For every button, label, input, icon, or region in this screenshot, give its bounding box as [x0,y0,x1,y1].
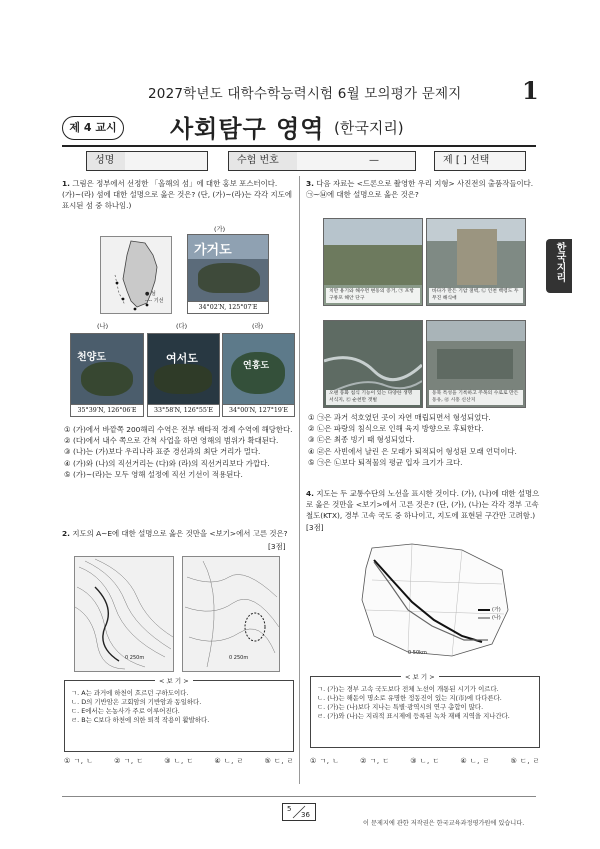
poster-na-title: 천양도 [77,352,106,363]
label-ra: (라) [252,322,264,330]
coord-da: 33°58′N, 126°55′E [148,404,219,416]
page-slash [283,804,315,820]
question-2 [62,528,294,539]
topo-contours-right [183,557,279,671]
page-counter [282,803,316,821]
page-number: 1 [522,76,539,105]
q2-topo-map-left [74,556,174,672]
q4-legend [492,606,501,622]
q3-choice-1[interactable]: ① ㉠은 과거 석호였던 곳이 자연 매립되면서 형성되었다. [308,413,491,422]
question-3 [306,178,540,200]
name-label: 성명 [87,152,125,170]
q2-topo-map-right [182,556,280,672]
question-2-points: [3점] [268,542,286,551]
q3-photo-4 [426,320,526,408]
subject-side-tab [546,239,572,293]
q2-answer-5[interactable]: ⑤ ㄷ, ㄹ [264,757,294,765]
q3-choices [308,412,542,468]
poster-ra-title: 연홍도 [243,361,270,371]
q1-choice-3[interactable]: ③ (나)는 (가)보다 우리나라 표준 경선과의 최단 거리가 멀다. [64,447,261,457]
question-4-points: [3점] [306,522,324,532]
coord-ra: 34°00′N, 127°19′E [223,404,294,416]
q3-choice-5[interactable]: ⑤ ㉠은 ㉡보다 퇴적물의 평균 입자 크기가 크다. [308,457,463,467]
q2-answer-2[interactable]: ② ㄱ, ㄷ [114,757,144,765]
q2-answer-3[interactable]: ③ ㄴ, ㄷ [164,757,194,765]
poster-ga [187,234,269,314]
q4-scale: 0 50km [408,650,427,656]
q3-caption-2: 바다가 만든 기암 절벽, ㉡ 인천 백령도 두무진 해식애 [429,288,523,303]
q4-answer-1[interactable]: ① ㄱ, ㄴ [310,757,340,765]
q3-caption-3: 오랜 풍화 침식 기능이 있는 다양한 생명 서식지, ㉢ 순천만 갯벌 [326,390,420,405]
poster-ga-title: 가거도 [194,243,232,258]
q2-bogi-title: < 보 기 > [155,676,193,685]
page-current: 5 [287,805,292,813]
q1-choices [64,424,294,480]
exam-number-field[interactable] [228,151,416,171]
q2-bogi-1: ㄱ. A는 과거에 하천이 흐르던 구하도이다. [71,689,189,697]
q3-photo-2 [426,218,526,306]
poster-da-title: 여서도 [166,352,198,365]
q4-bogi-4: ㄹ. (가)와 (나)는 지리적 표시제에 등록된 녹차 재배 지역을 지나간다. [317,712,510,720]
route-map-svg [352,540,512,660]
q2-bogi-list [71,689,289,725]
q1-choice-5[interactable]: ⑤ (가)~(라)는 모두 영해 설정에 직선 기선이 적용된다. [64,469,243,479]
q2-scale-right: 0 250m [229,655,249,661]
q4-answer-2[interactable]: ② ㄱ, ㄷ [360,757,390,765]
q4-bogi-title: < 보 기 > [401,672,439,681]
q3-caption-1: 치만 용기와 해수면 변동의 증거, ㉠ 포항 구룡포 해안 단구 [326,288,420,303]
exam-number-label: 수험 번호 [229,152,297,170]
q1-choice-2[interactable]: ② (다)에서 내수 쪽으로 간척 사업을 하면 영해의 범위가 확대된다. [64,436,279,446]
header-rule [62,145,536,147]
poster-ra [222,333,295,417]
question-2-text: 지도의 A~E에 대한 설명으로 옳은 것만을 <보기>에서 고른 것은? [72,529,288,538]
poster-da [147,333,220,417]
q2-bogi-3: ㄷ. E에서는 논농사가 주로 이루어진다. [71,707,180,715]
topo-contours-left [75,557,173,671]
legend-baseline: ---- 기선 [145,298,164,304]
choice-field[interactable] [434,151,526,171]
map-legend [145,291,163,305]
question-4-number: 4. [306,489,314,498]
q3-photo-3 [323,320,423,408]
question-1-text: 그림은 정부에서 선정한 「올해의 섬」에 대한 홍보 포스터이다. (가)~(라) 섬에 대한 설명으로 옳은 것은? (단, (가)~(라)는 각각 지도에 표시된 섬 중 하나임.) [62,179,292,211]
q1-choice-4[interactable]: ④ (가)와 (나)의 직선거리는 (다)와 (라)의 직선거리보다 가깝다. [64,458,270,468]
q4-legend-ga: (가) [492,607,501,613]
subject-subtitle: (한국지리) [334,119,404,137]
q4-bogi-box [310,673,540,748]
exam-title: 2027학년도 대학수학능력시험 6월 모의평가 문제지 [148,86,462,102]
subject-title: 사회탐구 영역 [170,115,325,143]
label-na: (나) [97,322,109,330]
question-3-number: 3. [306,179,314,188]
label-ga: (가) [214,225,226,233]
coord-na: 35°39′N, 126°06′E [71,404,143,416]
legend-island: ● 섬 [145,291,156,297]
q4-bogi-2: ㄴ. (나)는 해돋이 명소로 유명한 정동진이 있는 지(市)에 다다른다. [317,694,502,702]
exam-number-dash: — [369,155,379,166]
session-badge: 제 4 교시 [62,116,124,140]
q4-answers [310,756,540,766]
question-3-text: 다음 자료는 <드론으로 촬영한 우리 지형> 사진전의 출품작들이다. ㉠~㉥에 대한 설명으로 옳은 것은? [306,179,534,200]
q3-choice-3[interactable]: ③ ㉢은 최종 빙기 때 형성되었다. [308,435,415,445]
q4-route-map [352,540,512,660]
column-divider [299,176,300,784]
copyright-notice: 이 문제지에 관한 저작권은 한국교육과정평가원에 있습니다. [363,820,525,827]
q3-caption-4: 동북 특성을 기록하고 주목의 수로로 만든 동유, ㉣ 시흥 신산지 [429,390,523,405]
q2-answer-1[interactable]: ① ㄱ, ㄴ [64,757,94,765]
q2-bogi-4: ㄹ. B는 C보다 하천에 의한 퇴적 작용이 활발하다. [71,716,210,724]
q4-bogi-1: ㄱ. (가)는 경부 고속 국도보다 전체 노선이 개통된 시기가 이르다. [317,685,499,693]
q2-answer-4[interactable]: ④ ㄴ, ㄹ [214,757,244,765]
q4-legend-na: (나) [492,615,501,621]
name-field[interactable] [86,151,208,171]
q3-choice-2[interactable]: ② ㉡은 파랑의 침식으로 인해 육지 방향으로 후퇴한다. [308,424,484,434]
poster-na [70,333,144,417]
q4-answer-4[interactable]: ④ ㄴ, ㄹ [460,757,490,765]
q1-choice-1[interactable]: ① (가)에서 바깥쪽 200해리 수역은 전부 배타적 경제 수역에 해당한다. [64,425,293,434]
q2-scale-left: 0 250m [125,655,145,661]
q1-korea-map [100,236,172,314]
q4-bogi-list [317,685,535,721]
question-4-text: 지도는 두 교통수단의 노선을 표시한 것이다. (가), (나)에 대한 설명으로 옳은 것만을 <보기>에서 고른 것은? (단, (가), (나)는 각각 경부 고속 철도(KTX), 경부 고속 국도 중 하나이고, 지도에 표현된 구간만 고려함.) [306,489,540,521]
q2-answers [64,756,294,766]
side-tab-label: 한국지리 [554,242,565,282]
label-da: (다) [176,322,188,330]
q3-choice-4[interactable]: ④ ㉣은 사빈에서 날린 은 모래가 퇴적되어 형성된 모래 언덕이다. [308,446,517,456]
q2-bogi-2: ㄴ. D의 기반암은 고회암의 기반암과 동일하다. [71,698,202,706]
question-4 [306,488,540,533]
q2-bogi-box [64,677,294,752]
q4-bogi-3: ㄷ. (가)는 (나)보다 지나는 특별·광역시의 연구 총합이 많다. [317,703,484,711]
q3-photo-1 [323,218,423,306]
q4-answer-5[interactable]: ⑤ ㄷ, ㄹ [510,757,540,765]
question-1-number: 1. [62,179,70,188]
footer-rule [62,796,536,797]
page-total: 36 [301,811,310,819]
question-1 [62,178,294,212]
coord-ga: 34°02′N, 125°07′E [188,301,268,313]
question-2-number: 2. [62,529,70,538]
q4-answer-3[interactable]: ③ ㄴ, ㄷ [410,757,440,765]
choice-label: 제 [ ] 선택 [443,155,490,166]
